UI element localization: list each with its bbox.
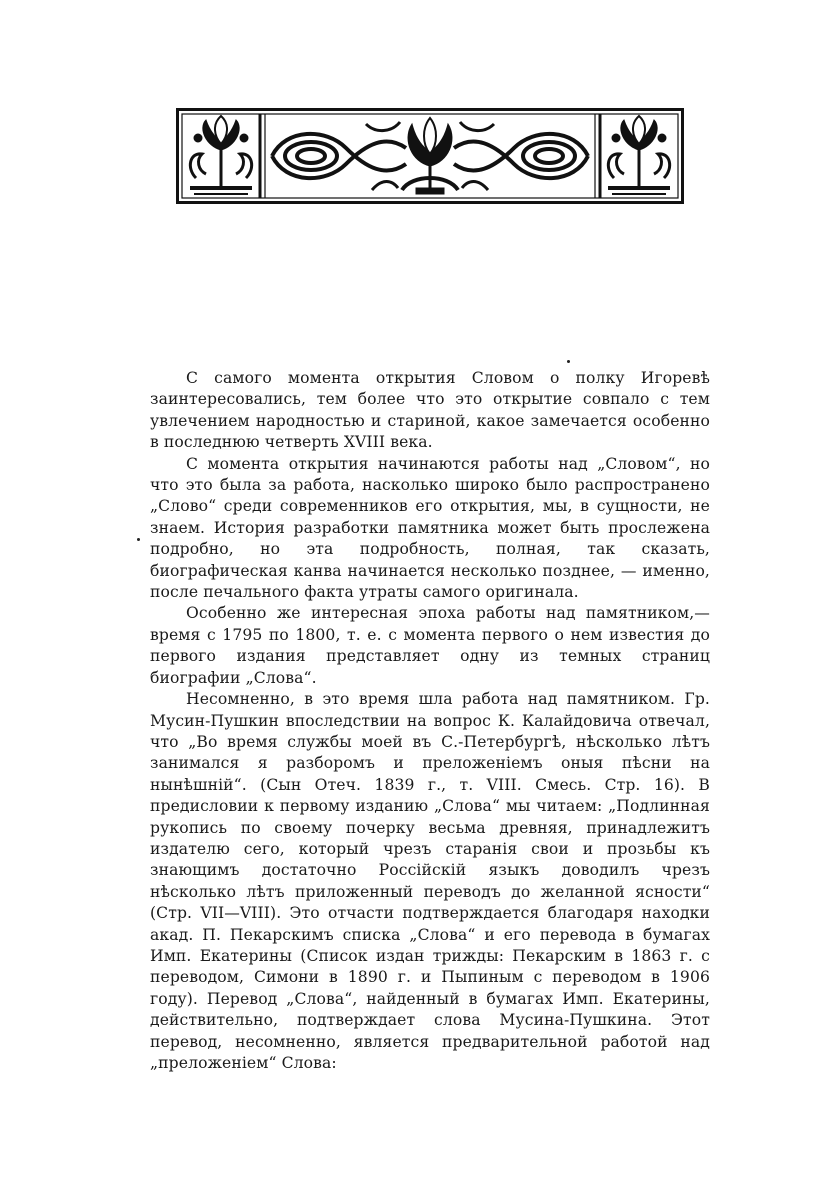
stray-mark [567, 360, 570, 363]
celtic-interlace-headpiece-icon [176, 108, 684, 204]
paragraph: Особенно же интересная эпоха работы над памятником,— время с 1795 по 1800, т. е. с момента первого о нем известия до первого издания представляет одну из темных страниц биографии „Слова“. [150, 604, 710, 687]
body-text [150, 368, 710, 1074]
paragraph: С момента открытия начинаются работы над „Словом“, но что это была за работа, насколько широко было распространено „Слово“ среди современников его открытия, мы, в сущности, не знаем. История разработки памятника может быть прослежена подробно, но эта подробность, полная, так сказать, биографическая канва начинается несколько позднее, — именно, после печального факта утраты самого оригинала. [150, 454, 710, 602]
paragraph: Несомненно, в это время шла работа над памятником. Гр. Мусин-Пушкин впоследствии на вопрос К. Калайдовича отвечал, что „Во время службы моей въ С.-Петербургѣ, нѣсколько лѣтъ занимался я разборомъ и преложеніемъ оныя пѣсни на нынѣшній“. (Сын Отеч. 1839 г., т. VIII. Смесь. Стр. 16). В предисловии к первому изданию „Слова“ мы читаем: „Подлинная рукопись по своему почерку весьма древняя, принадлежитъ издателю сего, который чрезъ старанія свои и прозьбы къ знающимъ достаточно Россійскій языкъ доводилъ чрезъ нѣсколько лѣтъ приложенный переводъ до желанной ясности“ (Стр. VII—VIII). Это отчасти подтверждается благодаря находки акад. П. Пекарскимъ списка „Слова“ и его перевода в бумагах Имп. Екатерины (Список издан трижды: Пекарским в 1863 г. с переводом, Симони в 1890 г. и Пыпиным с переводом в 1906 году). Перевод „Слова“, найденный в бумагах Имп. Екатерины, действительно, подтверждает слова Мусина-Пушкина. Этот перевод, несомненно, является предварительной работой над „преложеніем“ Слова: [150, 690, 710, 1072]
stray-mark [137, 538, 140, 541]
paragraph: С самого момента открытия Словом о полку Игоревѣ заинтересовались, тем более что это открытие совпало с тем увлечением народностью и стариной, какое замечается особенно в последнюю четверть XVIII века. [150, 369, 710, 452]
